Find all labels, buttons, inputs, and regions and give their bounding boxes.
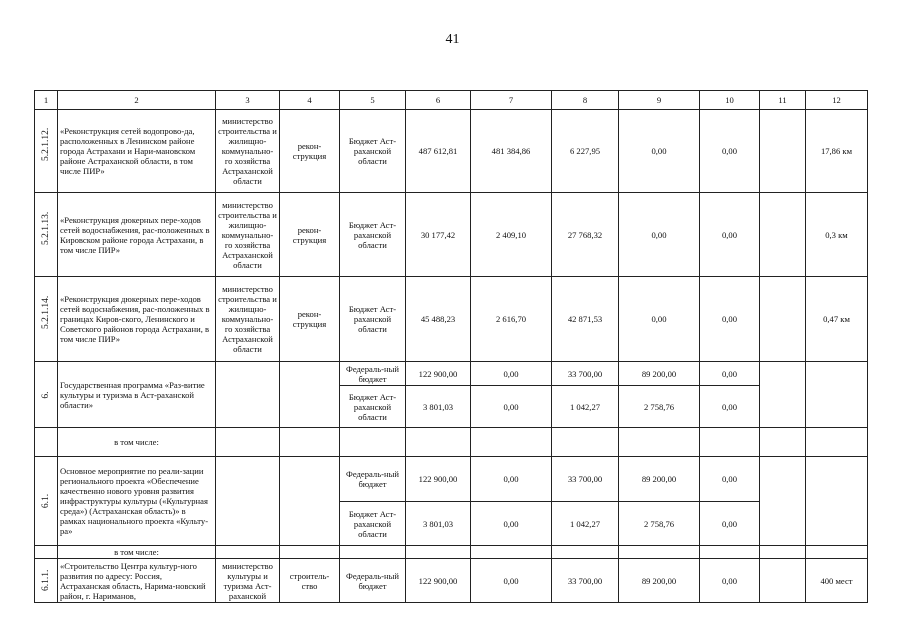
row-c9: 89 200,00 [619, 362, 700, 386]
row-type: рекон-струкция [280, 110, 340, 193]
row-c6: 3 801,03 [406, 386, 471, 428]
row-type: рекон-струкция [280, 193, 340, 277]
including-label: в том числе: [58, 428, 216, 457]
col-num-9: 9 [619, 91, 700, 110]
row-c8: 42 871,53 [552, 277, 619, 362]
row-type: строитель-ство [280, 559, 340, 603]
row-source: Федераль-ный бюджет [340, 457, 406, 502]
row-name: «Реконструкция дюкерных пере-ходов сетей водоснабжения, рас-положенных в границах Киров-ского, Ленинского и Советского районов города Астрахани, в том числе ПИР» [58, 277, 216, 362]
row-name: «Реконструкция сетей водопрово-да, расположенных в Ленинском районе города Астрахани и Нари-мановском районе Астраханской области, в том числе ПИР» [58, 110, 216, 193]
row-c6: 122 900,00 [406, 362, 471, 386]
row-code [35, 546, 58, 559]
col-num-8: 8 [552, 91, 619, 110]
row-executor [216, 362, 280, 428]
row-name: Основное мероприятие по реали-зации регионального проекта «Обеспечение качественно нового уровня развития инфраструктуры культуры («Культурная среда») (Астраханская область)» в рамках национального проекта «Культу-ра» [58, 457, 216, 546]
row-source: Бюджет Аст-раханской области [340, 110, 406, 193]
table-row [35, 110, 868, 193]
row-source: Бюджет Аст-раханской области [340, 193, 406, 277]
row-c10: 0,00 [700, 193, 760, 277]
row-c7: 0,00 [471, 362, 552, 386]
row-c7: 0,00 [471, 457, 552, 502]
row-c11 [760, 559, 806, 603]
row-executor: министерство культуры и туризма Аст-раханской [216, 559, 280, 603]
row-c11 [760, 362, 806, 428]
row-code: 6. [35, 362, 58, 428]
row-source: Бюджет Аст-раханской области [340, 386, 406, 428]
row-c11 [760, 110, 806, 193]
row-c6: 3 801,03 [406, 502, 471, 546]
row-source: Федераль-ный бюджет [340, 362, 406, 386]
col-num-7: 7 [471, 91, 552, 110]
row-c12 [806, 362, 868, 428]
row-code: 6.1. [35, 457, 58, 546]
row-c9: 0,00 [619, 110, 700, 193]
col-num-11: 11 [760, 91, 806, 110]
row-c10: 0,00 [700, 362, 760, 386]
table-row [35, 546, 868, 559]
row-executor: министерство строительства и жилищно-коммунально-го хозяйства Астраханской области [216, 110, 280, 193]
row-c7: 0,00 [471, 502, 552, 546]
table-row [35, 193, 868, 277]
col-num-4: 4 [280, 91, 340, 110]
col-num-1: 1 [35, 91, 58, 110]
col-num-3: 3 [216, 91, 280, 110]
row-c10: 0,00 [700, 110, 760, 193]
row-c12: 0,3 км [806, 193, 868, 277]
row-c6: 122 900,00 [406, 457, 471, 502]
row-c8: 1 042,27 [552, 502, 619, 546]
row-c7: 481 384,86 [471, 110, 552, 193]
row-c6: 122 900,00 [406, 559, 471, 603]
row-c9: 89 200,00 [619, 559, 700, 603]
column-number-row [35, 91, 868, 110]
row-c11 [760, 457, 806, 546]
row-c7: 2 409,10 [471, 193, 552, 277]
col-num-12: 12 [806, 91, 868, 110]
row-executor [216, 457, 280, 546]
row-type [280, 457, 340, 546]
row-code: 6.1.1. [35, 559, 58, 603]
row-c8: 1 042,27 [552, 386, 619, 428]
row-c6: 30 177,42 [406, 193, 471, 277]
row-c7: 0,00 [471, 386, 552, 428]
row-executor: министерство строительства и жилищно-коммунально-го хозяйства Астраханской области [216, 193, 280, 277]
table-row [35, 428, 868, 457]
row-c10: 0,00 [700, 559, 760, 603]
row-c12 [806, 457, 868, 546]
row-c10: 0,00 [700, 277, 760, 362]
row-c7: 0,00 [471, 559, 552, 603]
col-num-6: 6 [406, 91, 471, 110]
row-c7: 2 616,70 [471, 277, 552, 362]
row-name: «Реконструкция дюкерных пере-ходов сетей водоснабжения, рас-положенных в Кировском районе города Астрахани, в том числе ПИР» [58, 193, 216, 277]
col-num-10: 10 [700, 91, 760, 110]
row-c10: 0,00 [700, 386, 760, 428]
table-row [35, 457, 868, 502]
row-c9: 89 200,00 [619, 457, 700, 502]
row-c12: 0,47 км [806, 277, 868, 362]
row-c9: 0,00 [619, 193, 700, 277]
including-label: в том числе: [58, 546, 216, 559]
program-table [34, 90, 868, 603]
col-num-2: 2 [58, 91, 216, 110]
row-c8: 33 700,00 [552, 559, 619, 603]
row-executor: министерство строительства и жилищно-коммунально-го хозяйства Астраханской области [216, 277, 280, 362]
row-code: 5.2.1.14. [35, 277, 58, 362]
row-c10: 0,00 [700, 502, 760, 546]
row-c11 [760, 193, 806, 277]
row-c6: 487 612,81 [406, 110, 471, 193]
page-number: 41 [445, 32, 460, 47]
row-type: рекон-струкция [280, 277, 340, 362]
row-type [280, 362, 340, 428]
table-row [35, 559, 868, 603]
row-name: Государственная программа «Раз-витие культуры и туризма в Аст-раханской области» [58, 362, 216, 428]
row-code [35, 428, 58, 457]
row-c8: 27 768,32 [552, 193, 619, 277]
row-c8: 6 227,95 [552, 110, 619, 193]
row-c8: 33 700,00 [552, 457, 619, 502]
table-row [35, 277, 868, 362]
row-code: 5.2.1.12. [35, 110, 58, 193]
row-c8: 33 700,00 [552, 362, 619, 386]
row-c12: 400 мест [806, 559, 868, 603]
row-name: «Строительство Центра культур-ного развития по адресу: Россия, Астраханская область, Нарима-новский район, г. Нариманов, [58, 559, 216, 603]
row-c11 [760, 277, 806, 362]
row-c6: 45 488,23 [406, 277, 471, 362]
row-c12: 17,86 км [806, 110, 868, 193]
table-row [35, 362, 868, 386]
row-c10: 0,00 [700, 457, 760, 502]
row-code: 5.2.1.13. [35, 193, 58, 277]
col-num-5: 5 [340, 91, 406, 110]
row-source: Бюджет Аст-раханской области [340, 502, 406, 546]
row-c9: 0,00 [619, 277, 700, 362]
row-source: Федераль-ный бюджет [340, 559, 406, 603]
row-c9: 2 758,76 [619, 386, 700, 428]
row-source: Бюджет Аст-раханской области [340, 277, 406, 362]
row-c9: 2 758,76 [619, 502, 700, 546]
